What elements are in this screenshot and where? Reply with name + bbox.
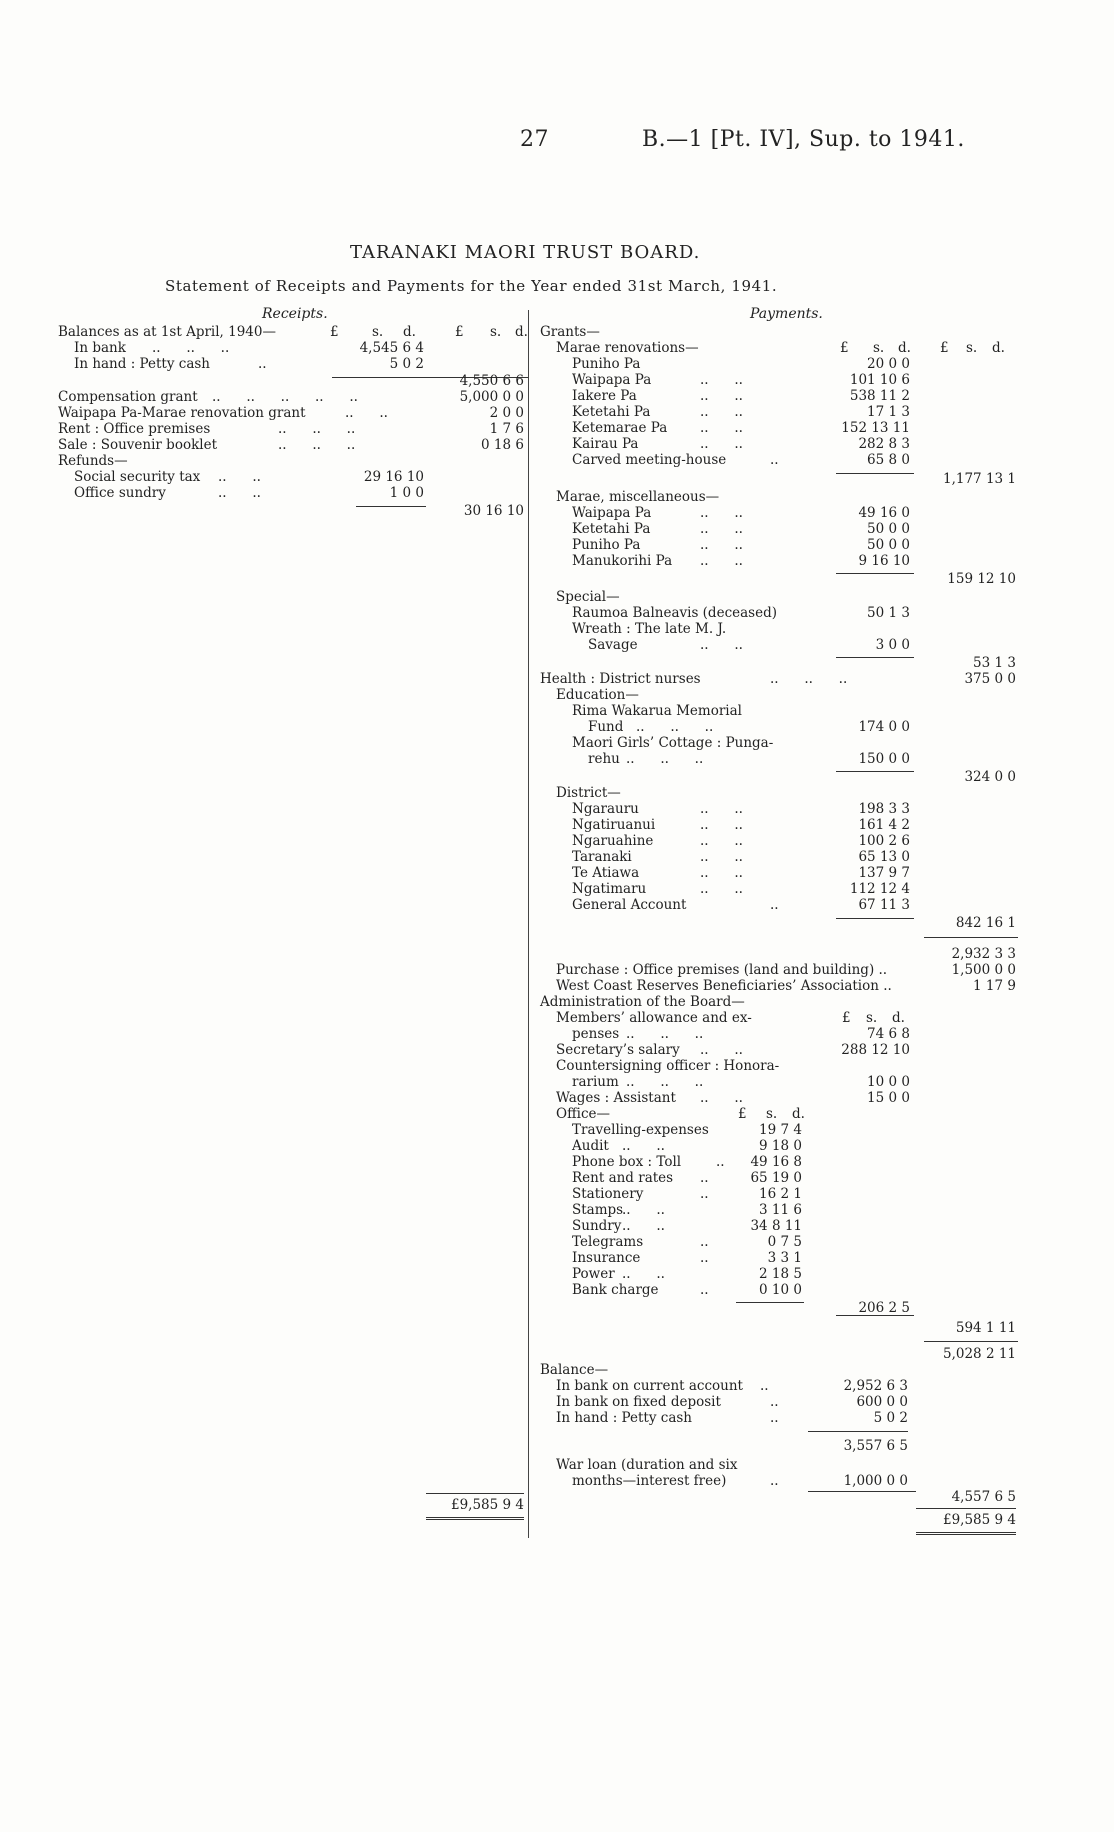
balance-fixed-amount: 600 0 0 xyxy=(856,1394,908,1410)
list-item-label: Manukorihi Pa xyxy=(572,553,673,569)
list-item-amount: 2 18 5 xyxy=(759,1266,802,1282)
balance-hand-label: In hand : Petty cash xyxy=(556,1410,692,1426)
balance-subtotal: 3,557 6 5 xyxy=(843,1438,908,1454)
health-amount: 375 0 0 xyxy=(964,671,1016,687)
list-item-label: Ngaruahine xyxy=(572,833,654,849)
special-raumoa-label: Raumoa Balneavis (deceased) xyxy=(572,605,777,621)
refunds-rule xyxy=(356,506,426,507)
inner-col-pence: d. xyxy=(898,340,911,356)
office-sundry-amount: 1 0 0 xyxy=(389,485,424,501)
wages-amount: 15 0 0 xyxy=(867,1090,910,1106)
list-item-amount: 0 10 0 xyxy=(759,1282,802,1298)
list-item-amount: 65 8 0 xyxy=(867,452,910,468)
list-item-label: Kairau Pa xyxy=(572,436,639,452)
list-item-label: Stationery xyxy=(572,1186,644,1202)
admin-col-pence: d. xyxy=(892,1010,905,1026)
education-rima-label-cont: Fund xyxy=(588,719,624,735)
subtotal-rule xyxy=(808,1491,916,1492)
list-item-amount: 50 0 0 xyxy=(867,537,910,553)
special-wreath-label-cont: Savage xyxy=(588,637,638,653)
list-item-label: Waipapa Pa xyxy=(572,372,652,388)
social-security-label: Social security tax xyxy=(74,469,201,485)
in-hand-label: In hand : Petty cash xyxy=(74,356,210,372)
list-item-amount: 9 18 0 xyxy=(759,1138,802,1154)
subtotal-rule xyxy=(836,771,914,772)
list-item-amount: 16 2 1 xyxy=(759,1186,802,1202)
marae-misc-label: Marae, miscellaneous— xyxy=(556,489,720,505)
grants-total: 2,932 3 3 xyxy=(951,946,1016,962)
district-total: 842 16 1 xyxy=(955,915,1016,931)
balances-label: Balances as at 1st April, 1940— xyxy=(58,324,276,340)
balance-current-amount: 2,952 6 3 xyxy=(843,1378,908,1394)
list-item-amount: 34 8 11 xyxy=(750,1218,802,1234)
balance-fixed-label: In bank on fixed deposit xyxy=(556,1394,721,1410)
westcoast-amount: 1 17 9 xyxy=(973,978,1016,994)
marae-renovations-label: Marae renovations— xyxy=(556,340,699,356)
list-item-label: Travelling-expenses xyxy=(572,1122,709,1138)
education-cottage-label: Maori Girls’ Cottage : Punga- xyxy=(572,735,774,751)
list-item-amount: 198 3 3 xyxy=(858,801,910,817)
list-item-label: Iakere Pa xyxy=(572,388,637,404)
countersigning-amount: 10 0 0 xyxy=(867,1074,910,1090)
sale-amount: 0 18 6 xyxy=(481,437,524,453)
list-item-label: Ketetahi Pa xyxy=(572,404,651,420)
admin-col-shilling: s. xyxy=(866,1010,878,1026)
administration-total: 594 1 11 xyxy=(955,1320,1016,1336)
balance-label: Balance— xyxy=(540,1362,609,1378)
refunds-label: Refunds— xyxy=(58,453,128,469)
list-item-label: Waipapa Pa xyxy=(572,505,652,521)
subtotal-rule xyxy=(836,1315,914,1316)
office-sundry-label: Office sundry xyxy=(74,485,166,501)
receipts-total-rule xyxy=(426,1493,524,1494)
list-item-amount: 3 11 6 xyxy=(759,1202,802,1218)
outer-col-pound: £ xyxy=(940,340,949,356)
office-col-pence: d. xyxy=(792,1106,805,1122)
waipapa-grant-label: Waipapa Pa-Marae renovation grant xyxy=(58,405,306,421)
list-item-amount: 20 0 0 xyxy=(867,356,910,372)
list-item-amount: 161 4 2 xyxy=(858,817,910,833)
list-item-label: Ketetahi Pa xyxy=(572,521,651,537)
list-item-label: Ngarauru xyxy=(572,801,639,817)
special-wreath-label: Wreath : The late M. J. xyxy=(572,621,727,637)
waipapa-grant-amount: 2 0 0 xyxy=(489,405,524,421)
education-total: 324 0 0 xyxy=(964,769,1016,785)
receipts-col-shilling: s. xyxy=(372,324,384,340)
warloan-amount: 1,000 0 0 xyxy=(843,1473,908,1489)
purchase-label: Purchase : Office premises (land and building) .. xyxy=(556,962,888,978)
list-item-amount: 17 1 3 xyxy=(867,404,910,420)
balance-current-label: In bank on current account xyxy=(556,1378,743,1394)
payments-total: 5,028 2 11 xyxy=(943,1346,1016,1362)
sale-label: Sale : Souvenir booklet xyxy=(58,437,217,453)
list-item-label: Insurance xyxy=(572,1250,641,1266)
secretary-amount: 288 12 10 xyxy=(841,1042,910,1058)
list-item-label: Puniho Pa xyxy=(572,537,641,553)
countersigning-label: Countersigning officer : Honora- xyxy=(556,1058,780,1074)
purchase-amount: 1,500 0 0 xyxy=(951,962,1016,978)
office-col-pound: £ xyxy=(738,1106,747,1122)
list-item-label: Ngatimaru xyxy=(572,881,647,897)
balance-total: 4,557 6 5 xyxy=(951,1489,1016,1505)
list-item-amount: 137 9 7 xyxy=(858,865,910,881)
payments-total-rule xyxy=(916,1508,1016,1509)
countersigning-label-cont: rarium xyxy=(572,1074,619,1090)
special-total: 53 1 3 xyxy=(973,655,1016,671)
compensation-amount: 5,000 0 0 xyxy=(459,389,524,405)
subtotal-rule xyxy=(836,918,914,919)
list-item-amount: 152 13 11 xyxy=(841,420,910,436)
list-item-label: Power xyxy=(572,1266,615,1282)
marae-misc-total: 159 12 10 xyxy=(947,571,1016,587)
subtotal-rule xyxy=(836,657,914,658)
receipts-col-pound-2: £ xyxy=(455,324,464,340)
special-raumoa-amount: 50 1 3 xyxy=(867,605,910,621)
health-label: Health : District nurses xyxy=(540,671,701,687)
list-item-label: Phone box : Toll xyxy=(572,1154,682,1170)
receipts-col-pence-2: d. xyxy=(515,324,528,340)
in-bank-label: In bank xyxy=(74,340,126,356)
list-item-amount: 19 7 4 xyxy=(759,1122,802,1138)
receipts-double-rule xyxy=(426,1517,524,1520)
rent-amount: 1 7 6 xyxy=(489,421,524,437)
payments-double-rule xyxy=(916,1532,1016,1535)
admin-col-pound: £ xyxy=(842,1010,851,1026)
rent-label: Rent : Office premises xyxy=(58,421,211,437)
refunds-total: 30 16 10 xyxy=(463,503,524,519)
members-label: Members’ allowance and ex- xyxy=(556,1010,752,1026)
list-item-label: Te Atiawa xyxy=(572,865,640,881)
wages-label: Wages : Assistant xyxy=(556,1090,676,1106)
receipts-col-pound: £ xyxy=(330,324,339,340)
marae-renovations-total: 1,177 13 1 xyxy=(943,471,1016,487)
subtotal-rule xyxy=(836,573,914,574)
special-label: Special— xyxy=(556,589,620,605)
list-item-label: Telegrams xyxy=(572,1234,644,1250)
list-item-amount: 112 12 4 xyxy=(849,881,910,897)
receipts-grand-total: £9,585 9 4 xyxy=(451,1497,524,1513)
grants-rule xyxy=(924,937,1018,938)
office-col-shilling: s. xyxy=(766,1106,778,1122)
balance-hand-amount: 5 0 2 xyxy=(873,1410,908,1426)
list-item-amount: 282 8 3 xyxy=(858,436,910,452)
list-item-label: Carved meeting-house xyxy=(572,452,727,468)
warloan-label-cont: months—interest free) xyxy=(572,1473,727,1489)
list-item-label: General Account xyxy=(572,897,687,913)
office-label: Office— xyxy=(556,1106,611,1122)
list-item-label: Audit xyxy=(572,1138,609,1154)
grants-label: Grants— xyxy=(540,324,600,340)
administration-label: Administration of the Board— xyxy=(540,994,745,1010)
list-item-amount: 49 16 0 xyxy=(858,505,910,521)
education-label: Education— xyxy=(556,687,639,703)
list-item-amount: 49 16 8 xyxy=(750,1154,802,1170)
special-wreath-amount: 3 0 0 xyxy=(875,637,910,653)
list-item-amount: 67 11 3 xyxy=(858,897,910,913)
education-rima-label: Rima Wakarua Memorial xyxy=(572,703,742,719)
in-bank-amount: 4,545 6 4 xyxy=(359,340,424,356)
list-item-label: Rent and rates xyxy=(572,1170,674,1186)
outer-col-shilling: s. xyxy=(966,340,978,356)
balances-total: 4,550 6 6 xyxy=(459,373,524,389)
list-item-amount: 65 13 0 xyxy=(858,849,910,865)
list-item-amount: 538 11 2 xyxy=(849,388,910,404)
outer-col-pence: d. xyxy=(992,340,1005,356)
office-total: 206 2 5 xyxy=(858,1300,910,1316)
westcoast-label: West Coast Reserves Beneficiaries’ Association .. xyxy=(556,978,892,994)
list-item-label: Ketemarae Pa xyxy=(572,420,668,436)
list-item-amount: 101 10 6 xyxy=(849,372,910,388)
receipts-heading: Receipts. xyxy=(262,306,328,322)
payments-grand-total: £9,585 9 4 xyxy=(943,1512,1016,1528)
list-item-amount: 100 2 6 xyxy=(858,833,910,849)
list-item-label: Puniho Pa xyxy=(572,356,641,372)
subtotal-rule xyxy=(808,1431,908,1432)
list-item-amount: 3 3 1 xyxy=(767,1250,802,1266)
members-label-cont: penses xyxy=(572,1026,620,1042)
document-title: TARANAKI MAORI TRUST BOARD. xyxy=(350,242,701,263)
social-security-amount: 29 16 10 xyxy=(363,469,424,485)
inner-col-pound: £ xyxy=(840,340,849,356)
district-label: District— xyxy=(556,785,621,801)
document-reference: B.—1 [Pt. IV], Sup. to 1941. xyxy=(642,127,965,152)
list-item-amount: 9 16 10 xyxy=(858,553,910,569)
list-item-amount: 65 19 0 xyxy=(750,1170,802,1186)
list-item-label: Sundry xyxy=(572,1218,622,1234)
list-item-amount: 50 0 0 xyxy=(867,521,910,537)
secretary-label: Secretary’s salary xyxy=(556,1042,680,1058)
warloan-label: War loan (duration and six xyxy=(556,1457,738,1473)
members-amount: 74 6 8 xyxy=(867,1026,910,1042)
list-item-label: Ngatiruanui xyxy=(572,817,656,833)
payments-rule xyxy=(924,1341,1018,1342)
inner-col-shilling: s. xyxy=(873,340,885,356)
subtotal-rule xyxy=(836,473,914,474)
list-item-label: Stamps xyxy=(572,1202,624,1218)
statement-subtitle: Statement of Receipts and Payments for the Year ended 31st March, 1941. xyxy=(165,277,778,295)
list-item-amount: 0 7 5 xyxy=(767,1234,802,1250)
education-rima-amount: 174 0 0 xyxy=(858,719,910,735)
payments-heading: Payments. xyxy=(750,306,823,322)
in-hand-amount: 5 0 2 xyxy=(389,356,424,372)
receipts-col-pence: d. xyxy=(403,324,416,340)
education-cottage-amount: 150 0 0 xyxy=(858,751,910,767)
page-number: 27 xyxy=(520,127,549,152)
receipts-col-shilling-2: s. xyxy=(490,324,502,340)
list-item-label: Bank charge xyxy=(572,1282,659,1298)
subtotal-rule xyxy=(736,1302,804,1303)
list-item-label: Taranaki xyxy=(572,849,632,865)
education-cottage-label-cont: rehu xyxy=(588,751,620,767)
column-divider xyxy=(528,310,529,1538)
compensation-label: Compensation grant xyxy=(58,389,198,405)
